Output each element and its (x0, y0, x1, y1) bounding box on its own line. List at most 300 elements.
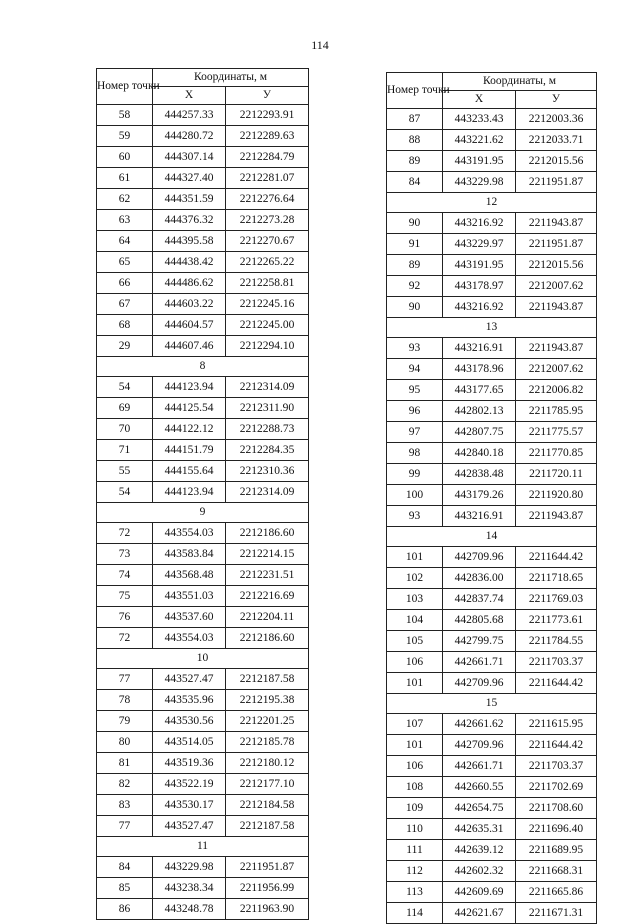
point-number-cell: 111 (387, 840, 443, 861)
point-number-cell: 89 (387, 151, 443, 172)
table-row (97, 315, 309, 336)
y-coordinate-cell: 2212187.58 (226, 669, 309, 690)
table-row (387, 903, 597, 924)
y-coordinate-cell: 2212284.35 (226, 440, 309, 461)
point-number-cell: 113 (387, 882, 443, 903)
x-coordinate-cell: 442807.75 (443, 422, 516, 443)
table-row (97, 210, 309, 231)
y-coordinate-cell: 2212270.67 (226, 231, 309, 252)
point-number-cell: 54 (97, 482, 153, 503)
point-number-cell: 112 (387, 861, 443, 882)
table-row (387, 735, 597, 756)
y-coordinate-cell: 2212310.36 (226, 461, 309, 482)
x-coordinate-cell: 443583.84 (153, 544, 226, 565)
point-number-cell: 84 (387, 172, 443, 193)
y-coordinate-cell: 2212245.00 (226, 315, 309, 336)
point-number-cell: 76 (97, 607, 153, 628)
group-number: 13 (387, 318, 597, 338)
group-header-row (97, 837, 309, 857)
x-coordinate-cell: 443554.03 (153, 628, 226, 649)
y-coordinate-cell: 2211702.69 (516, 777, 597, 798)
table-row (97, 586, 309, 607)
point-number-cell: 104 (387, 610, 443, 631)
x-coordinate-cell: 442621.67 (443, 903, 516, 924)
point-number-cell: 96 (387, 401, 443, 422)
table-row (387, 819, 597, 840)
y-coordinate-cell: 2211644.42 (516, 735, 597, 756)
y-coordinate-cell: 2211668.31 (516, 861, 597, 882)
table-row (97, 628, 309, 649)
table-row (387, 130, 597, 151)
table-row (387, 422, 597, 443)
x-coordinate-cell: 443527.47 (153, 816, 226, 837)
x-coordinate-cell: 443191.95 (443, 151, 516, 172)
y-coordinate-cell: 2211689.95 (516, 840, 597, 861)
point-number-cell: 114 (387, 903, 443, 924)
table-row (97, 690, 309, 711)
x-coordinate-cell: 443216.91 (443, 338, 516, 359)
point-number-cell: 64 (97, 231, 153, 252)
group-number: 10 (97, 649, 309, 669)
y-coordinate-cell: 2211773.61 (516, 610, 597, 631)
table-row (97, 565, 309, 586)
table-row (387, 276, 597, 297)
y-coordinate-cell: 2211703.37 (516, 652, 597, 673)
point-number-cell: 75 (97, 586, 153, 607)
table-row (387, 673, 597, 694)
x-coordinate-cell: 444607.46 (153, 336, 226, 357)
y-coordinate-cell: 2211951.87 (226, 857, 309, 878)
group-number: 15 (387, 694, 597, 714)
point-number-cell: 67 (97, 294, 153, 315)
table-row (387, 234, 597, 255)
y-coordinate-cell: 2212033.71 (516, 130, 597, 151)
y-coordinate-cell: 2212284.79 (226, 147, 309, 168)
table-row (97, 607, 309, 628)
x-coordinate-cell: 444122.12 (153, 419, 226, 440)
x-coordinate-cell: 443233.43 (443, 109, 516, 130)
point-number-cell: 59 (97, 126, 153, 147)
table-row (97, 419, 309, 440)
point-number-cell: 72 (97, 523, 153, 544)
x-coordinate-cell: 444257.33 (153, 105, 226, 126)
point-number-cell: 108 (387, 777, 443, 798)
point-number-cell: 84 (97, 857, 153, 878)
table-row (387, 714, 597, 735)
point-number-cell: 110 (387, 819, 443, 840)
y-coordinate-cell: 2211703.37 (516, 756, 597, 777)
y-coordinate-cell: 2212288.73 (226, 419, 309, 440)
table-row (97, 669, 309, 690)
y-coordinate-cell: 2211943.87 (516, 213, 597, 234)
point-number-cell: 102 (387, 568, 443, 589)
x-coordinate-cell: 442802.13 (443, 401, 516, 422)
point-number-cell: 65 (97, 252, 153, 273)
x-coordinate-cell: 444151.79 (153, 440, 226, 461)
table-row (387, 464, 597, 485)
y-coordinate-cell: 2212006.82 (516, 380, 597, 401)
point-number-cell: 69 (97, 398, 153, 419)
point-number-cell: 101 (387, 673, 443, 694)
y-coordinate-cell: 2212186.60 (226, 523, 309, 544)
point-number-cell: 78 (97, 690, 153, 711)
x-coordinate-cell: 444123.94 (153, 482, 226, 503)
y-coordinate-cell: 2211775.57 (516, 422, 597, 443)
x-coordinate-cell: 444604.57 (153, 315, 226, 336)
x-coordinate-cell: 444307.14 (153, 147, 226, 168)
x-coordinate-cell: 443551.03 (153, 586, 226, 607)
x-coordinate-cell: 443527.47 (153, 669, 226, 690)
table-row (387, 380, 597, 401)
y-coordinate-cell: 2212015.56 (516, 151, 597, 172)
table-row (387, 777, 597, 798)
x-coordinate-cell: 443554.03 (153, 523, 226, 544)
x-coordinate-cell: 444280.72 (153, 126, 226, 147)
table-row (387, 652, 597, 673)
x-coordinate-cell: 443535.96 (153, 690, 226, 711)
point-number-cell: 60 (97, 147, 153, 168)
x-coordinate-cell: 442654.75 (443, 798, 516, 819)
table-row (387, 401, 597, 422)
x-coordinate-cell: 442709.96 (443, 547, 516, 568)
x-coordinate-cell: 443216.92 (443, 297, 516, 318)
y-coordinate-cell: 2212007.62 (516, 276, 597, 297)
group-number: 14 (387, 527, 597, 547)
table-row (97, 482, 309, 503)
x-coordinate-cell: 444155.64 (153, 461, 226, 482)
point-number-cell: 29 (97, 336, 153, 357)
x-coordinate-cell: 442837.74 (443, 589, 516, 610)
table-row (387, 861, 597, 882)
group-header-row (387, 527, 597, 547)
table-row (387, 882, 597, 903)
x-coordinate-cell: 443229.97 (443, 234, 516, 255)
x-coordinate-cell: 443530.56 (153, 711, 226, 732)
x-coordinate-cell: 443216.91 (443, 506, 516, 527)
point-number-cell: 106 (387, 756, 443, 777)
x-coordinate-cell: 444123.94 (153, 377, 226, 398)
table-row (387, 798, 597, 819)
point-number-cell: 73 (97, 544, 153, 565)
point-number-cell: 103 (387, 589, 443, 610)
point-number-cell: 105 (387, 631, 443, 652)
coordinates-header: Координаты, м (153, 69, 309, 87)
point-number-cell: 87 (387, 109, 443, 130)
x-coordinate-cell: 442661.62 (443, 714, 516, 735)
y-coordinate-cell: 2212314.09 (226, 482, 309, 503)
table-row (97, 816, 309, 837)
y-coordinate-cell: 2211943.87 (516, 297, 597, 318)
x-coordinate-cell: 443248.78 (153, 899, 226, 920)
point-number-cell: 91 (387, 234, 443, 255)
point-number-cell: 70 (97, 419, 153, 440)
x-coordinate-cell: 442799.75 (443, 631, 516, 652)
y-coordinate-cell: 2212281.07 (226, 168, 309, 189)
table-row (97, 795, 309, 816)
point-number-cell: 95 (387, 380, 443, 401)
table-row (97, 732, 309, 753)
x-coordinate-cell: 443191.95 (443, 255, 516, 276)
x-coordinate-cell: 443221.62 (443, 130, 516, 151)
point-number-cell: 83 (97, 795, 153, 816)
y-coordinate-cell: 2212273.28 (226, 210, 309, 231)
table-row (387, 297, 597, 318)
x-coordinate-cell: 442609.69 (443, 882, 516, 903)
y-coordinate-cell: 2212186.60 (226, 628, 309, 649)
x-column-header: X (153, 87, 226, 105)
x-coordinate-cell: 443514.05 (153, 732, 226, 753)
y-coordinate-cell: 2212245.16 (226, 294, 309, 315)
x-coordinate-cell: 443216.92 (443, 213, 516, 234)
table-row (387, 610, 597, 631)
point-number-cell: 54 (97, 377, 153, 398)
x-coordinate-cell: 443238.34 (153, 878, 226, 899)
x-column-header: X (443, 91, 516, 109)
x-coordinate-cell: 442838.48 (443, 464, 516, 485)
table-row (387, 547, 597, 568)
point-number-cell: 58 (97, 105, 153, 126)
table-row (97, 377, 309, 398)
x-coordinate-cell: 442639.12 (443, 840, 516, 861)
point-number-cell: 109 (387, 798, 443, 819)
table-row (387, 485, 597, 506)
y-coordinate-cell: 2212265.22 (226, 252, 309, 273)
x-coordinate-cell: 443522.19 (153, 774, 226, 795)
x-coordinate-cell: 443179.26 (443, 485, 516, 506)
table-row (97, 126, 309, 147)
table-row (387, 840, 597, 861)
table-row (97, 336, 309, 357)
y-coordinate-cell: 2211720.11 (516, 464, 597, 485)
y-coordinate-cell: 2211665.86 (516, 882, 597, 903)
table-row (97, 899, 309, 920)
point-number-cell: 62 (97, 189, 153, 210)
point-number-cell: 85 (97, 878, 153, 899)
point-number-cell: 77 (97, 816, 153, 837)
table-row (97, 753, 309, 774)
y-column-header: У (516, 91, 597, 109)
point-number-cell: 99 (387, 464, 443, 485)
y-coordinate-cell: 2212314.09 (226, 377, 309, 398)
y-coordinate-cell: 2211943.87 (516, 338, 597, 359)
y-coordinate-cell: 2212311.90 (226, 398, 309, 419)
point-number-cell: 63 (97, 210, 153, 231)
table-row (97, 878, 309, 899)
point-number-cell: 82 (97, 774, 153, 795)
y-coordinate-cell: 2211644.42 (516, 547, 597, 568)
point-number-cell: 100 (387, 485, 443, 506)
x-coordinate-cell: 444327.40 (153, 168, 226, 189)
y-coordinate-cell: 2212258.81 (226, 273, 309, 294)
y-coordinate-cell: 2212293.91 (226, 105, 309, 126)
y-coordinate-cell: 2211963.90 (226, 899, 309, 920)
group-number: 11 (97, 837, 309, 857)
x-coordinate-cell: 444603.22 (153, 294, 226, 315)
point-number-cell: 55 (97, 461, 153, 482)
point-number-cell: 97 (387, 422, 443, 443)
y-coordinate-cell: 2211671.31 (516, 903, 597, 924)
page-number: 114 (311, 38, 329, 52)
x-coordinate-cell: 443178.97 (443, 276, 516, 297)
group-header-row (97, 649, 309, 669)
x-coordinate-cell: 442661.71 (443, 756, 516, 777)
x-coordinate-cell: 444438.42 (153, 252, 226, 273)
y-coordinate-cell: 2211708.60 (516, 798, 597, 819)
point-number-cell: 101 (387, 547, 443, 568)
y-coordinate-cell: 2211943.87 (516, 506, 597, 527)
x-coordinate-cell: 443229.98 (153, 857, 226, 878)
table-row (97, 189, 309, 210)
point-number-header: Номер точки (387, 73, 443, 109)
table-row (97, 461, 309, 482)
table-row (387, 338, 597, 359)
x-coordinate-cell: 442660.55 (443, 777, 516, 798)
y-coordinate-cell: 2212231.51 (226, 565, 309, 586)
x-coordinate-cell: 443537.60 (153, 607, 226, 628)
y-coordinate-cell: 2212214.15 (226, 544, 309, 565)
table-row (387, 213, 597, 234)
table-row (97, 273, 309, 294)
point-number-cell: 81 (97, 753, 153, 774)
point-number-cell: 66 (97, 273, 153, 294)
y-coordinate-cell: 2211718.65 (516, 568, 597, 589)
group-number: 12 (387, 193, 597, 213)
y-coordinate-cell: 2212184.58 (226, 795, 309, 816)
table-row (97, 544, 309, 565)
point-number-cell: 68 (97, 315, 153, 336)
table-row (97, 105, 309, 126)
y-coordinate-cell: 2212185.78 (226, 732, 309, 753)
point-number-cell: 98 (387, 443, 443, 464)
x-coordinate-cell: 444125.54 (153, 398, 226, 419)
y-coordinate-cell: 2212201.25 (226, 711, 309, 732)
point-number-cell: 77 (97, 669, 153, 690)
table-row (97, 711, 309, 732)
table-row (97, 523, 309, 544)
point-number-cell: 89 (387, 255, 443, 276)
y-coordinate-cell: 2211785.95 (516, 401, 597, 422)
point-number-cell: 93 (387, 338, 443, 359)
point-number-cell: 71 (97, 440, 153, 461)
y-coordinate-cell: 2211644.42 (516, 673, 597, 694)
y-coordinate-cell: 2211696.40 (516, 819, 597, 840)
y-coordinate-cell: 2212294.10 (226, 336, 309, 357)
table-row (97, 440, 309, 461)
group-number: 9 (97, 503, 309, 523)
x-coordinate-cell: 442635.31 (443, 819, 516, 840)
x-coordinate-cell: 443177.65 (443, 380, 516, 401)
x-coordinate-cell: 442602.32 (443, 861, 516, 882)
y-coordinate-cell: 2211951.87 (516, 172, 597, 193)
x-coordinate-cell: 443229.98 (443, 172, 516, 193)
point-number-cell: 61 (97, 168, 153, 189)
x-coordinate-cell: 442709.96 (443, 673, 516, 694)
y-coordinate-cell: 2212216.69 (226, 586, 309, 607)
point-number-cell: 92 (387, 276, 443, 297)
table-row (387, 151, 597, 172)
y-coordinate-cell: 2212015.56 (516, 255, 597, 276)
y-coordinate-cell: 2212276.64 (226, 189, 309, 210)
table-row (387, 172, 597, 193)
point-number-cell: 86 (97, 899, 153, 920)
x-coordinate-cell: 443568.48 (153, 565, 226, 586)
y-coordinate-cell: 2212195.38 (226, 690, 309, 711)
table-row (387, 255, 597, 276)
x-coordinate-cell: 442836.00 (443, 568, 516, 589)
x-coordinate-cell: 442661.71 (443, 652, 516, 673)
point-number-cell: 80 (97, 732, 153, 753)
y-coordinate-cell: 2212007.62 (516, 359, 597, 380)
y-coordinate-cell: 2211920.80 (516, 485, 597, 506)
group-header-row (97, 357, 309, 377)
group-number: 8 (97, 357, 309, 377)
point-number-cell: 72 (97, 628, 153, 649)
y-coordinate-cell: 2212003.36 (516, 109, 597, 130)
group-header-row (387, 193, 597, 213)
x-coordinate-cell: 443530.17 (153, 795, 226, 816)
table-row (97, 857, 309, 878)
point-number-cell: 94 (387, 359, 443, 380)
point-number-header: Номер точки (97, 69, 153, 105)
table-row (387, 109, 597, 130)
table-row (387, 568, 597, 589)
table-row (97, 231, 309, 252)
x-coordinate-cell: 444395.58 (153, 231, 226, 252)
table-row (387, 631, 597, 652)
point-number-cell: 74 (97, 565, 153, 586)
table-row (97, 294, 309, 315)
y-coordinate-cell: 2212204.11 (226, 607, 309, 628)
x-coordinate-cell: 443519.36 (153, 753, 226, 774)
y-coordinate-cell: 2211615.95 (516, 714, 597, 735)
y-coordinate-cell: 2211769.03 (516, 589, 597, 610)
table-row (387, 756, 597, 777)
coordinates-table-right (386, 72, 597, 924)
point-number-cell: 106 (387, 652, 443, 673)
group-header-row (387, 694, 597, 714)
group-header-row (387, 318, 597, 338)
point-number-cell: 90 (387, 297, 443, 318)
y-coordinate-cell: 2212289.63 (226, 126, 309, 147)
y-coordinate-cell: 2211951.87 (516, 234, 597, 255)
point-number-cell: 90 (387, 213, 443, 234)
y-coordinate-cell: 2212180.12 (226, 753, 309, 774)
point-number-cell: 79 (97, 711, 153, 732)
coordinates-header: Координаты, м (443, 73, 597, 91)
y-coordinate-cell: 2212177.10 (226, 774, 309, 795)
y-coordinate-cell: 2211770.85 (516, 443, 597, 464)
x-coordinate-cell: 444486.62 (153, 273, 226, 294)
x-coordinate-cell: 444376.32 (153, 210, 226, 231)
table-row (387, 443, 597, 464)
point-number-cell: 101 (387, 735, 443, 756)
x-coordinate-cell: 442840.18 (443, 443, 516, 464)
group-header-row (97, 503, 309, 523)
point-number-cell: 93 (387, 506, 443, 527)
y-coordinate-cell: 2211956.99 (226, 878, 309, 899)
x-coordinate-cell: 442709.96 (443, 735, 516, 756)
table-row (97, 774, 309, 795)
y-column-header: У (226, 87, 309, 105)
table-row (97, 168, 309, 189)
table-row (387, 359, 597, 380)
x-coordinate-cell: 442805.68 (443, 610, 516, 631)
y-coordinate-cell: 2211784.55 (516, 631, 597, 652)
table-row (387, 506, 597, 527)
x-coordinate-cell: 444351.59 (153, 189, 226, 210)
x-coordinate-cell: 443178.96 (443, 359, 516, 380)
table-row (387, 589, 597, 610)
